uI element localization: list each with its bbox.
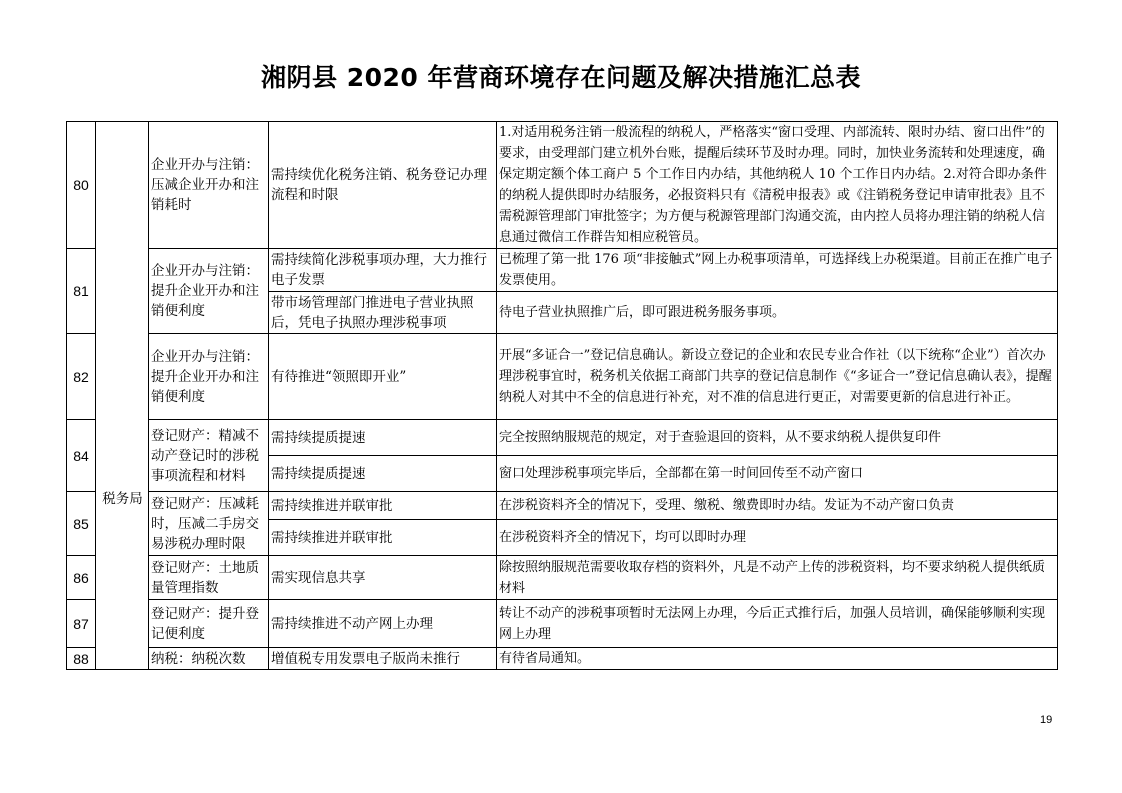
measure-cell: 开展“多证合一”登记信息确认。新设立登记的企业和农民专业合作社（以下统称“企业”）首次办理涉税事宜时，税务机关依据工商部门共享的登记信息制作《“多证合一”登记信息确认表》，提醒纳税人对其中不全的信息进行补充，对不准的信息进行更正，对需要更新的信息进行补正。	[497, 334, 1058, 420]
issue-cell: 需持续推进并联审批	[269, 520, 497, 556]
row-number: 87	[67, 600, 96, 648]
page-number: 19	[1040, 714, 1053, 726]
issues-table	[66, 121, 1058, 670]
row-number: 88	[67, 648, 96, 670]
table-row	[67, 334, 1058, 420]
row-number: 86	[67, 556, 96, 600]
category-cell: 登记财产：土地质量管理指数	[149, 556, 269, 600]
category-cell: 企业开办与注销：提升企业开办和注销便利度	[149, 249, 269, 334]
department-cell-tail	[96, 648, 149, 670]
table-row	[67, 648, 1058, 670]
category-cell: 企业开办与注销：提升企业开办和注销便利度	[149, 334, 269, 420]
measure-cell: 待电子营业执照推广后，即可跟进税务服务事项。	[497, 292, 1058, 334]
issue-cell: 有待推进“领照即开业”	[269, 334, 497, 420]
category-cell: 登记财产：提升登记便利度	[149, 600, 269, 648]
measure-cell: 已梳理了第一批 176 项“非接触式”网上办税事项清单，可选择线上办税渠道。目前正在推广电子发票使用。	[497, 249, 1058, 292]
table-row	[67, 600, 1058, 648]
issue-cell: 需持续优化税务注销、税务登记办理流程和时限	[269, 122, 497, 249]
row-number: 81	[67, 249, 96, 334]
measure-cell: 完全按照纳服规范的规定，对于查验退回的资料，从不要求纳税人提供复印件	[497, 420, 1058, 456]
issue-cell: 需实现信息共享	[269, 556, 497, 600]
measure-cell: 1.对适用税务注销一般流程的纳税人，严格落实“窗口受理、内部流转、限时办结、窗口出件”的要求，由受理部门建立机外台账，提醒后续环节及时办理。同时，加快业务流转和处理速度，确保定期定额个体工商户 5 个工作日内办结，其他纳税人 10 个工作日内办结。2.对符合即办条件的纳税人提供即时办结服务，必报资料只有《清税申报表》或《注销税务登记申请审批表》且不需税源管理部门审批签字；为方便与税源管理部门沟通交流，由内控人员将办理注销的纳税人信息通过微信工作群告知相应税管员。	[497, 122, 1058, 249]
issue-cell: 需持续提质提速	[269, 420, 497, 456]
measure-cell: 在涉税资料齐全的情况下，均可以即时办理	[497, 520, 1058, 556]
measure-cell: 在涉税资料齐全的情况下，受理、缴税、缴费即时办结。发证为不动产窗口负责	[497, 492, 1058, 520]
row-number: 84	[67, 420, 96, 492]
page-title: 湘阴县 2020 年营商环境存在问题及解决措施汇总表	[261, 63, 861, 92]
category-cell: 企业开办与注销：压减企业开办和注销耗时	[149, 122, 269, 249]
row-number: 80	[67, 122, 96, 249]
issue-cell: 需持续提质提速	[269, 456, 497, 492]
issue-cell: 需持续推进不动产网上办理	[269, 600, 497, 648]
category-cell: 登记财产：精减不动产登记时的涉税事项流程和材料	[149, 420, 269, 492]
row-number: 85	[67, 492, 96, 556]
measure-cell: 除按照纳服规范需要收取存档的资料外，凡是不动产上传的涉税资料，均不要求纳税人提供纸质材料	[497, 556, 1058, 600]
department-cell	[96, 122, 149, 648]
measure-cell: 有待省局通知。	[497, 648, 1058, 670]
table-row	[67, 556, 1058, 600]
issue-cell: 带市场管理部门推进电子营业执照后，凭电子执照办理涉税事项	[269, 292, 497, 334]
issue-cell: 需持续推进并联审批	[269, 492, 497, 520]
table-row	[67, 122, 1058, 249]
table-row	[67, 249, 1058, 292]
category-cell: 纳税：纳税次数	[149, 648, 269, 670]
measure-cell: 窗口处理涉税事项完毕后，全部都在第一时间回传至不动产窗口	[497, 456, 1058, 492]
issue-cell: 需持续简化涉税事项办理，大力推行电子发票	[269, 249, 497, 292]
issue-cell: 增值税专用发票电子版尚未推行	[269, 648, 497, 670]
table-row	[67, 420, 1058, 456]
measure-cell: 转让不动产的涉税事项暂时无法网上办理，今后正式推行后，加强人员培训，确保能够顺利实现网上办理	[497, 600, 1058, 648]
department-label: 税务局	[102, 491, 143, 507]
category-cell: 登记财产：压减耗时，压减二手房交易涉税办理时限	[149, 492, 269, 556]
table-row	[67, 492, 1058, 520]
row-number: 82	[67, 334, 96, 420]
